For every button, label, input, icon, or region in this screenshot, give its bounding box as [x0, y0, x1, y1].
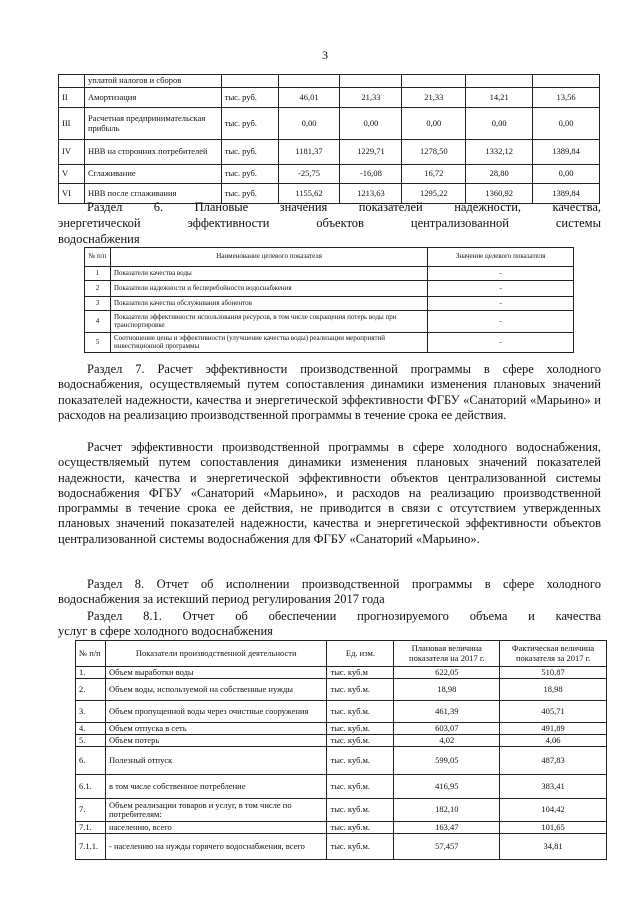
- row-value: 1389,84: [533, 140, 600, 165]
- row-num: 2: [85, 281, 111, 297]
- row-num: VI: [59, 184, 85, 204]
- table-row: [76, 735, 607, 747]
- section-7-paragraph-2: Расчет эффективности производственной программы в сфере холодного водоснабжения, осуществляемый путем сопоставления динамики изменения плановых значений показателей надежности, качества и энергетической эффективности объектов централизованной системы водоснабжения ФГБУ «Санаторий «Марьино», и расходов на реализацию производственной программы в течение срока ее действия, не приводится в связи с отсутствием утвержденных плановых значений показателей надежности, качества и энергетической эффективности объектов централизованной системы водоснабжения для ФГБУ «Санаторий «Марьино».: [58, 440, 601, 546]
- table-row: [76, 834, 607, 860]
- row-value: 1213,63: [340, 184, 402, 204]
- row-value: 28,80: [466, 165, 533, 184]
- table-row: [85, 311, 574, 333]
- row-value: 1360,92: [466, 184, 533, 204]
- row-name: Объем воды, используемой на собственные нужды: [105, 679, 327, 701]
- row-num: III: [59, 108, 85, 140]
- table-row: [76, 679, 607, 701]
- row-value: 1295,22: [402, 184, 466, 204]
- row-value: -: [428, 267, 574, 281]
- row-plan: 461,39: [394, 701, 500, 723]
- row-num: 3.: [76, 701, 106, 723]
- row-unit: тыс. куб.м.: [327, 701, 394, 723]
- table-row: [85, 267, 574, 281]
- row-unit: тыс. куб.м.: [327, 735, 394, 747]
- row-name: Амортизация: [84, 88, 221, 108]
- row-name: Объем выработки воды: [105, 667, 327, 679]
- row-plan: 182,10: [394, 799, 500, 822]
- table-row: [76, 667, 607, 679]
- section-6-heading: Раздел 6. Плановые значения показателей надежности, качества,: [87, 200, 601, 214]
- row-name: Показатели качества обслуживания абонентов: [110, 297, 427, 311]
- table-row: [59, 75, 600, 88]
- row-num: 4: [85, 311, 111, 333]
- table-row: [76, 822, 607, 834]
- row-fact: 491,89: [500, 723, 607, 735]
- row-num: 1: [85, 267, 111, 281]
- section-8-paragraph: Раздел 8. Отчет об исполнении производственной программы в сфере холодного водоснабжения за истекший период регулирования 2017 года: [58, 577, 601, 607]
- row-name: Объем потерь: [105, 735, 327, 747]
- row-unit: тыс. куб.м.: [327, 799, 394, 822]
- row-plan: 416,95: [394, 775, 500, 799]
- row-value: 1332,12: [466, 140, 533, 165]
- table-row: [59, 88, 600, 108]
- row-num: V: [59, 165, 85, 184]
- row-name: Полезный отпуск: [105, 747, 327, 775]
- row-value: 0,00: [466, 108, 533, 140]
- row-value: 16,72: [402, 165, 466, 184]
- row-num: 1.: [76, 667, 106, 679]
- table-row: [76, 799, 607, 822]
- row-value: -: [428, 311, 574, 333]
- target-indicators-table: [84, 247, 574, 353]
- row-value: 21,33: [402, 88, 466, 108]
- row-num: 2.: [76, 679, 106, 701]
- row-value: 14,21: [466, 88, 533, 108]
- row-fact: 510,87: [500, 667, 607, 679]
- row-value: [466, 75, 533, 88]
- row-unit: тыс. руб.: [221, 165, 278, 184]
- table-row: [59, 140, 600, 165]
- row-plan: 4,02: [394, 735, 500, 747]
- row-value: 21,33: [340, 88, 402, 108]
- row-fact: 18,98: [500, 679, 607, 701]
- row-value: 0,00: [340, 108, 402, 140]
- row-name: уплатой налогов и сборов: [84, 75, 221, 88]
- row-name: Сглаживание: [84, 165, 221, 184]
- row-num: 6.: [76, 747, 106, 775]
- row-plan: 57,457: [394, 834, 500, 860]
- row-unit: тыс. руб.: [221, 88, 278, 108]
- page-number: 3: [322, 48, 328, 62]
- row-value: 0,00: [533, 108, 600, 140]
- row-value: 1389,84: [533, 184, 600, 204]
- row-num: 6.1.: [76, 775, 106, 799]
- header-value: Значение целевого показателя: [428, 248, 574, 267]
- row-name: Объем реализации товаров и услуг, в том числе по потребителям:: [105, 799, 327, 822]
- row-value: [278, 75, 340, 88]
- row-name: населению, всего: [105, 822, 327, 834]
- row-plan: 622,05: [394, 667, 500, 679]
- header-name: Показатели производственной деятельности: [105, 641, 327, 667]
- row-unit: тыс. куб.м.: [327, 723, 394, 735]
- table-row: [59, 165, 600, 184]
- table-row: [76, 747, 607, 775]
- table-row: [76, 775, 607, 799]
- row-value: 13,56: [533, 88, 600, 108]
- row-fact: 101,65: [500, 822, 607, 834]
- row-name: НВВ на сторонних потребителей: [84, 140, 221, 165]
- table-row: [76, 701, 607, 723]
- row-unit: тыс. куб.м.: [327, 775, 394, 799]
- table-header-row: [85, 248, 574, 267]
- table-row: [85, 297, 574, 311]
- header-plan: Плановая величина показателя на 2017 г.: [394, 641, 500, 667]
- row-num: 5: [85, 333, 111, 353]
- row-fact: 104,42: [500, 799, 607, 822]
- row-value: 0,00: [278, 108, 340, 140]
- row-value: 1155,62: [278, 184, 340, 204]
- row-fact: 4,06: [500, 735, 607, 747]
- row-name: в том числе собственное потребление: [105, 775, 327, 799]
- row-plan: 599,05: [394, 747, 500, 775]
- row-fact: 405,71: [500, 701, 607, 723]
- section-8-1-heading: Раздел 8.1. Отчет об обеспечении прогнозируемого объема и качества: [87, 609, 601, 623]
- section-6-heading-line3: водоснабжения: [58, 232, 140, 246]
- row-value: -25,75: [278, 165, 340, 184]
- section-8-1-heading-line2: услуг в сфере холодного водоснабжения: [58, 624, 273, 638]
- row-unit: тыс. куб.м.: [327, 834, 394, 860]
- row-value: [340, 75, 402, 88]
- row-unit: тыс. куб.м.: [327, 822, 394, 834]
- row-name: Расчетная предпринимательская прибыль: [84, 108, 221, 140]
- row-num: 7.1.1.: [76, 834, 106, 860]
- row-value: -: [428, 333, 574, 353]
- section-7-paragraph: Раздел 7. Расчет эффективности производственной программы в сфере холодного водоснабжения, осуществляемый путем сопоставления динамики изменения плановых значений показателей надежности, качества и энергетической эффективности ФГБУ «Санаторий «Марьино» и расходов на реализацию производственной программы в течение срока ее действия.: [58, 362, 601, 422]
- row-value: 1229,71: [340, 140, 402, 165]
- row-value: 0,00: [402, 108, 466, 140]
- row-plan: 18,98: [394, 679, 500, 701]
- row-fact: 34,81: [500, 834, 607, 860]
- row-unit: тыс. руб.: [221, 140, 278, 165]
- financial-table: [58, 74, 600, 204]
- header-unit: Ед. изм.: [327, 641, 394, 667]
- row-name: Объем пропущенной воды через очистные сооружения: [105, 701, 327, 723]
- row-value: -16,08: [340, 165, 402, 184]
- row-unit: тыс. руб.: [221, 108, 278, 140]
- row-value: [402, 75, 466, 88]
- row-num: [59, 75, 85, 88]
- table-row: [59, 108, 600, 140]
- row-num: II: [59, 88, 85, 108]
- row-value: -: [428, 297, 574, 311]
- row-num: 7.1.: [76, 822, 106, 834]
- row-value: [533, 75, 600, 88]
- row-num: IV: [59, 140, 85, 165]
- row-plan: 603,07: [394, 723, 500, 735]
- table-header-row: [76, 641, 607, 667]
- row-unit: тыс. куб.м.: [327, 679, 394, 701]
- row-value: -: [428, 281, 574, 297]
- table-row: [85, 281, 574, 297]
- row-name: Показатели эффективности использования ресурсов, в том числе сокращения потерь воды при транспортировке: [110, 311, 427, 333]
- row-name: Соотношение цены и эффективности (улучшение качества воды) реализации мероприятий инвестиционной программы: [110, 333, 427, 353]
- header-name: Наименование целевого показателя: [110, 248, 427, 267]
- table-row: [76, 723, 607, 735]
- table-row: [85, 333, 574, 353]
- production-report-table: [75, 640, 607, 860]
- row-name: Показатели надежности и бесперебойности водоснабжения: [110, 281, 427, 297]
- row-num: 7.: [76, 799, 106, 822]
- row-plan: 163,47: [394, 822, 500, 834]
- row-name: Показатели качества воды: [110, 267, 427, 281]
- row-value: 1181,37: [278, 140, 340, 165]
- row-unit: тыс. руб.: [221, 184, 278, 204]
- row-unit: тыс. куб.м: [327, 667, 394, 679]
- row-name: Объем отпуска в сеть: [105, 723, 327, 735]
- row-num: 5.: [76, 735, 106, 747]
- row-name: НВВ после сглаживания: [84, 184, 221, 204]
- row-value: 1278,50: [402, 140, 466, 165]
- header-num: № п/п: [76, 641, 106, 667]
- row-unit: [221, 75, 278, 88]
- row-unit: тыс. куб.м.: [327, 747, 394, 775]
- header-fact: Фактическая величина показателя за 2017 г.: [500, 641, 607, 667]
- row-fact: 487,83: [500, 747, 607, 775]
- row-num: 4.: [76, 723, 106, 735]
- section-6-heading-line2: энергетической эффективности объектов централизованной системы: [58, 216, 601, 230]
- row-num: 3: [85, 297, 111, 311]
- row-value: 46,01: [278, 88, 340, 108]
- row-value: 0,00: [533, 165, 600, 184]
- header-num: № п/п: [85, 248, 111, 267]
- row-fact: 383,41: [500, 775, 607, 799]
- row-name: - населению на нужды горячего водоснабжения, всего: [105, 834, 327, 860]
